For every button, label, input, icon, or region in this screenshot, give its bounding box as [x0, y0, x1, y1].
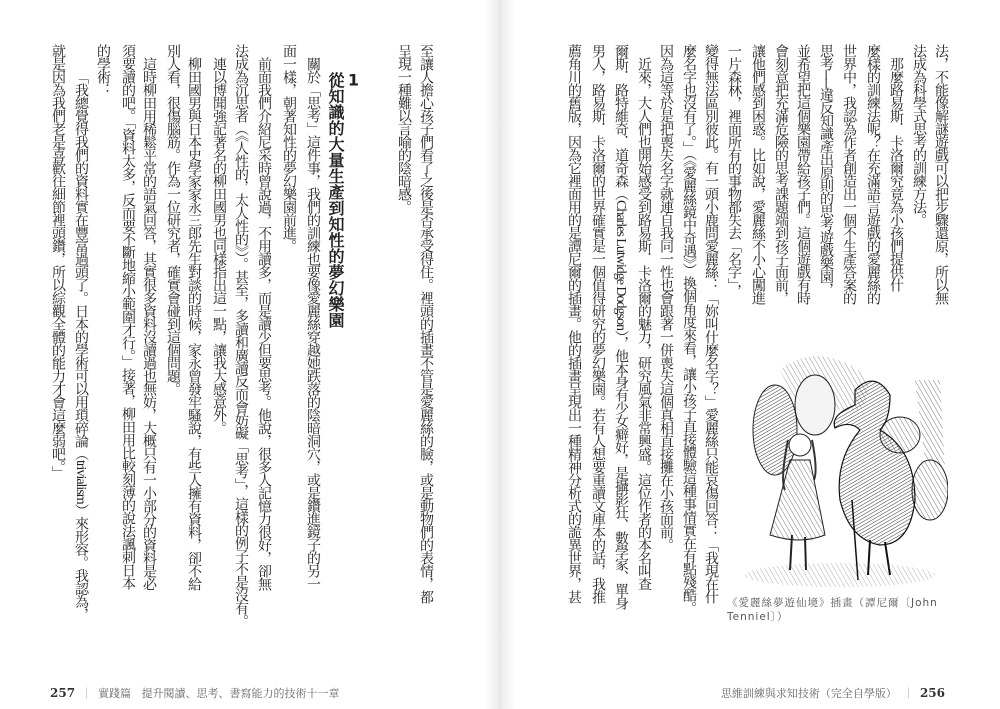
text-column: 麼名字也沒有了。」（《愛麗絲鏡中奇遇》）換個角度來看，讓小孩子直接體驗這種事情實在有點殘酷。 — [681, 44, 696, 614]
left-page-footer — [50, 686, 340, 701]
text-column: 世界中，我認為作者創造出一個不生產答案的 — [841, 44, 856, 304]
text-column: 並希望把這個樂園帶給孩子們。這個遊戲有時 — [795, 44, 810, 304]
text-column: 變得無法區別彼此。有一頭小鹿問愛麗絲：「妳叫什麼名字？」愛麗絲只能哀傷回答：「我現在什 — [703, 44, 718, 603]
text-column: 須要讀的吧。「資料太多，反而要不斷地縮小範圍才行。」接著，柳田用比較刻薄的說法諷刺日本 — [120, 44, 135, 589]
text-column: 的學術： — [95, 44, 110, 96]
text-column: 薦角川的舊版，因為它裡面用的是譚尼爾的插畫。他的插畫呈現出一種精神分析式的詭異世界，甚 — [566, 44, 581, 603]
text-column: 連以博聞強記著名的柳田國男也同樣指出這一點，讓我大感意外。 — [211, 57, 226, 434]
text-column: 法，不能像解謎遊戲可以把步驟還原，所以無 — [933, 44, 948, 304]
text-column: 至讓人擔心孩子們看了之後是否承受得住。裡頭的插畫不管是愛麗絲的臉，或是動物們的表情，都 — [418, 44, 433, 603]
right-page-footer — [721, 686, 945, 701]
section-title: 從知識的大量生產到知性的夢幻樂園 — [326, 72, 345, 328]
text-column: 近來，大人們也開始感受到路易斯．卡洛爾的魅力，研究風氣非常興盛。這位作者的本名叫查 — [636, 57, 651, 590]
text-column: 法成為沉思者（《人性的，太人性的》）。甚至，多讀和廣讀反而會妨礙「思考」，這樣的例子不是沒有。 — [233, 44, 248, 627]
text-column: 會刻意把充滿危險的思考課題端到孩子面前， — [773, 44, 788, 304]
text-column: 呈現一種難以言喻的陰暗感。 — [396, 44, 411, 213]
page-number: 257 — [50, 686, 76, 700]
chapter-title: 提升閱讀、思考、書寫能力的技術十一章 — [141, 687, 340, 700]
section-number: 1 — [347, 72, 360, 88]
text-column: 關於「思考」這件事，我們的訓練也要像愛麗絲穿越她跌落的陰暗洞穴，或是鑽進鏡子的另一 — [305, 57, 320, 590]
text-column: 爾斯．路特維奇．道奇森（Charles Lutwidge Dodgson），他本身有少女癖好，是攝影狂、數學家、單身 — [613, 44, 628, 609]
page-number: 256 — [919, 686, 945, 700]
text-column: 面一樣，朝著知性的夢幻樂園前進。 — [281, 44, 296, 252]
quote-column: 「我總覺得我們的資料實在豐富過頭了。日本的學術可以用瑣碎論（trivialism）來形容。我認為， — [73, 70, 88, 621]
text-column: 別人看，很傷腦筋。作為一位研究者，確實會碰到這個問題。 — [165, 44, 180, 395]
part-title: 實踐篇 — [98, 687, 132, 700]
section-heading — [326, 72, 362, 328]
text-column: 這時柳田用稀鬆平常的語氣回答，其實很多資料沒讀過也無妨，大概只有一小部分的資料是必 — [141, 57, 156, 590]
text-column: 前面我們介紹尼采時曾說過，不用讀多，而是讀少但要思考。他說，很多人記憶力很好，卻無 — [256, 57, 271, 590]
text-column: 一片森林，裡面所有的事物都失去「名字」， — [726, 44, 741, 297]
text-column: 因為這等於是把喪失名字就連自我同一性也會跟著一併喪失這個真相直接攤在小孩面前。 — [658, 44, 673, 551]
text-column: 柳田國男與日本史學家家永三郎先生對談的時候，家永曾發牢騷說，有些人擁有資料，卻不給 — [186, 57, 201, 590]
footer-separator: ｜ — [902, 687, 914, 700]
footer-separator: ｜ — [81, 687, 93, 700]
text-column: 法成為科學式思考的訓練方法。 — [911, 44, 926, 226]
text-column: 那麼路易斯．卡洛爾究竟為小孩們提供什 — [888, 57, 903, 291]
illustration-caption: 《愛麗絲夢遊仙境》插畫（譚尼爾〔John Tenniel〕） — [727, 597, 938, 623]
alice-dodo-illustration — [740, 350, 948, 592]
book-gutter — [485, 0, 515, 709]
text-column: 麼樣的訓練法呢？在充滿語言遊戲的愛麗絲的 — [865, 44, 880, 304]
text-column: 讓他們感到困惑。比如說，愛麗絲不小心闖進 — [750, 44, 765, 304]
quote-column: 就是因為我們老是喜歡往細節裡頭鑽，所以綜觀全體的能力才會這麼弱吧。」 — [50, 44, 65, 479]
text-column: 思考──違反知識產出原則的思考遊戲樂園， — [818, 44, 833, 296]
book-title: 思維訓練與求知技術（完全自學版） — [720, 687, 897, 700]
text-column: 男人，路易斯．卡洛爾的世界確實是一個值得研究的夢幻樂園。若有人想要重讀文庫本的話，我推 — [590, 44, 605, 603]
